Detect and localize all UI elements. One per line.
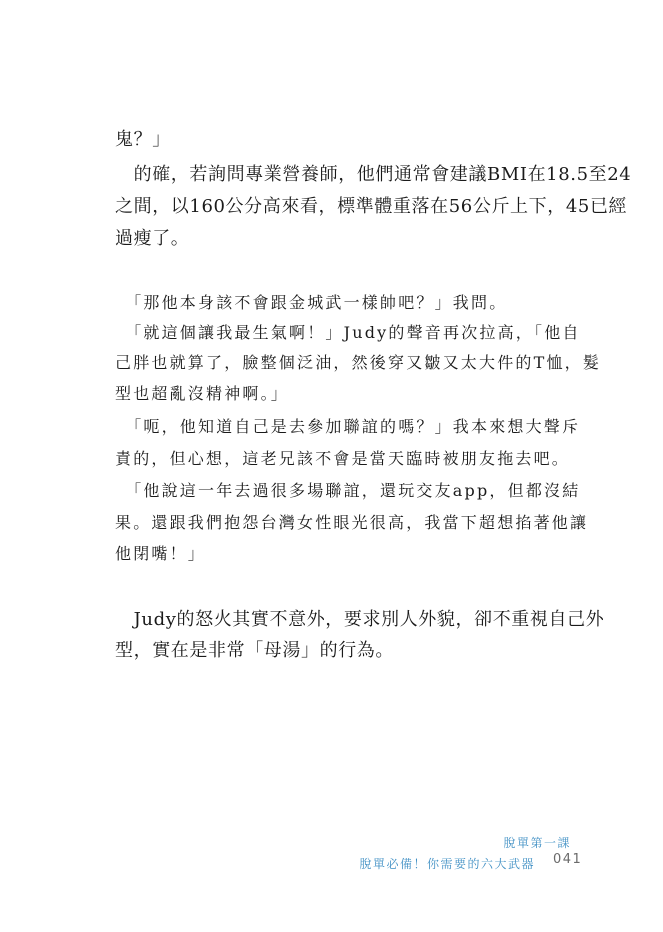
paragraph-2-line-2: 型，實在是非常「母湯」的行為。 — [115, 640, 394, 661]
dialogue-line-5: 「呃，他知道自己是去參加聯誼的嗎？」我本來想大聲斥 — [115, 417, 581, 436]
paragraph-1-line-2: 的確，若詢問專業營養師，他們通常會建議BMI在18.5至24 — [115, 164, 632, 185]
dialogue-line-6: 責的，但心想，這老兄該不會是當天臨時被朋友拖去吧。 — [115, 449, 571, 468]
footer-chapter-title: 脫單第一課 — [503, 836, 571, 850]
paragraph-1-line-4: 過瘦了。 — [115, 228, 190, 249]
dialogue-line-9: 他閉嘴！」 — [115, 544, 207, 563]
paragraph-2-line-1: Judy的怒火其實不意外，要求別人外貌，卻不重視自己外 — [115, 609, 605, 630]
paragraph-1-line-3: 之間，以160公分高來看，標準體重落在56公斤上下，45已經 — [115, 196, 628, 217]
paragraph-1-line-1: 鬼？」 — [115, 129, 171, 150]
dialogue-line-4: 型也超亂沒精神啊。」 — [115, 384, 290, 403]
dialogue-line-2: 「就這個讓我最生氣啊！」Judy的聲音再次拉高，「他自 — [115, 323, 581, 342]
dialogue-line-1: 「那他本身該不會跟金城武一樣帥吧？」我問。 — [115, 293, 508, 312]
dialogue-line-7: 「他說這一年去過很多場聯誼，還玩交友app，但都沒結 — [115, 481, 581, 500]
dialogue-line-3: 己胖也就算了，臉整個泛油，然後穿又皺又太大件的T恤，髮 — [115, 353, 602, 372]
dialogue-line-8: 果。還跟我們抱怨台灣女性眼光很高，我當下超想掐著他讓 — [115, 513, 589, 532]
footer-section-title: 脫單必備！你需要的六大武器 — [359, 857, 535, 871]
page-number: 041 — [553, 852, 583, 867]
